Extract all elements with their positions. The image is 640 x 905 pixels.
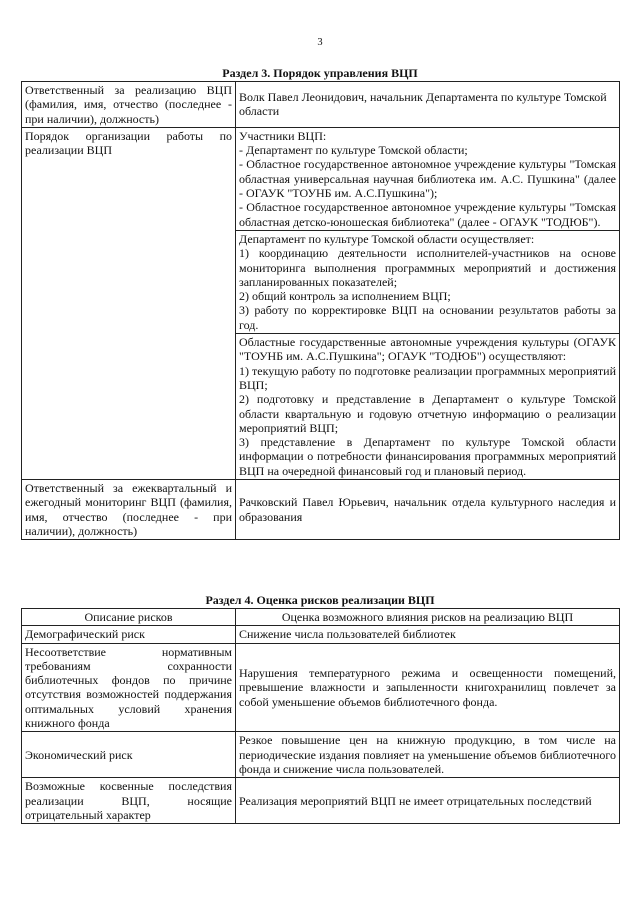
participants-line: Участники ВЦП:: [239, 128, 327, 143]
table-row: [22, 732, 620, 778]
department-line: Департамент по культуре Томской области осуществляет:: [239, 231, 535, 246]
table-row: [22, 480, 620, 540]
participants-line: - Департамент по культуре Томской области;: [239, 143, 468, 158]
risk-cell: Экономический риск: [22, 732, 236, 778]
table-header-row: [22, 609, 620, 626]
risk-cell: Несоответствие нормативным требованиям сохранности библиотечных фондов по причине отсутствия возможностей поддержания оптимальных условий хранения книжного фонда: [22, 643, 236, 732]
table-row: [22, 626, 620, 643]
institutions-line: 2) подготовку и представление в Департамент о культуре Томской области квартальную и годовую отчетную информацию о реализации мероприятий ВЦП;: [239, 392, 616, 435]
participants-line: - Областное государственное автономное учреждение культуры "Томская областная универсальная научная библиотека им. А.С. Пушкина" (далее - ОГАУК "ТОУНБ им. А.С.Пушкина");: [239, 157, 616, 201]
table-row: [22, 82, 620, 128]
department-line: 3) работу по корректировке ВЦП на основании результатов работы за год.: [239, 303, 616, 332]
section3-table: [21, 81, 620, 540]
section4-table: [21, 608, 620, 824]
section4-title: Раздел 4. Оценка рисков реализации ВЦП: [205, 593, 435, 607]
header-risks: Описание рисков: [22, 609, 236, 626]
section3-title: Раздел 3. Порядок управления ВЦП: [222, 66, 418, 80]
page-number: 3: [317, 37, 323, 48]
risk-cell: Демографический риск: [22, 626, 236, 643]
table-row: [22, 127, 620, 230]
institutions-line: 3) представление в Департамент по культуре Томской области информации о потребности финансирования программных мероприятий ВЦП на очередной финансовый год и плановый период.: [239, 435, 616, 478]
monitoring-label: Ответственный за ежеквартальный и ежегодный мониторинг ВЦП (фамилия, имя, отчество (последнее - при наличии), должность): [22, 480, 236, 540]
impact-cell: Резкое повышение цен на книжную продукцию, в том числе на периодические издания повлияет на уменьшение объемов библиотечного фонда и снижение числа пользователей.: [236, 732, 620, 778]
department-line: 1) координацию деятельности исполнителей-участников на основе мониторинга выполнения программных мероприятий и достижения запланированных показателей;: [239, 246, 616, 289]
order-label: Порядок организации работы по реализации ВЦП: [22, 127, 236, 479]
institutions-line: 1) текущую работу по подготовке реализации программных мероприятий ВЦП;: [239, 363, 616, 392]
responsible-label: Ответственный за реализацию ВЦП (фамилия, имя, отчество (последнее - при наличии), должность): [22, 82, 236, 128]
department-cell: [236, 230, 620, 333]
monitoring-value: Рачковский Павел Юрьевич, начальник отдела культурного наследия и образования: [236, 480, 620, 540]
department-line: 2) общий контроль за исполнением ВЦП;: [239, 289, 451, 304]
header-impact: Оценка возможного влияния рисков на реализацию ВЦП: [236, 609, 620, 626]
table-row: [22, 778, 620, 824]
participants-line: - Областное государственное автономное учреждение культуры "Томская областная детско-юношеская библиотека" (далее - ОГАУК "ТОДЮБ").: [239, 200, 616, 229]
table-row: [22, 643, 620, 732]
impact-cell: Нарушения температурного режима и освещенности помещений, превышение влажности и запыленности книгохранилищ повлечет за собой уменьшение объемов библиотечного фонда.: [236, 643, 620, 732]
impact-cell: Реализация мероприятий ВЦП не имеет отрицательных последствий: [236, 778, 620, 824]
institutions-line: Областные государственные автономные учреждения культуры (ОГАУК "ТОУНБ им. А.С.Пушкина"; ОГАУК "ТОДЮБ") осуществляют:: [239, 335, 616, 364]
participants-cell: [236, 127, 620, 230]
impact-cell: Снижение числа пользователей библиотек: [236, 626, 620, 643]
institutions-cell: [236, 334, 620, 480]
risk-cell: Возможные косвенные последствия реализации ВЦП, носящие отрицательный характер: [22, 778, 236, 824]
responsible-value: Волк Павел Леонидович, начальник Департамента по культуре Томской области: [236, 82, 620, 128]
